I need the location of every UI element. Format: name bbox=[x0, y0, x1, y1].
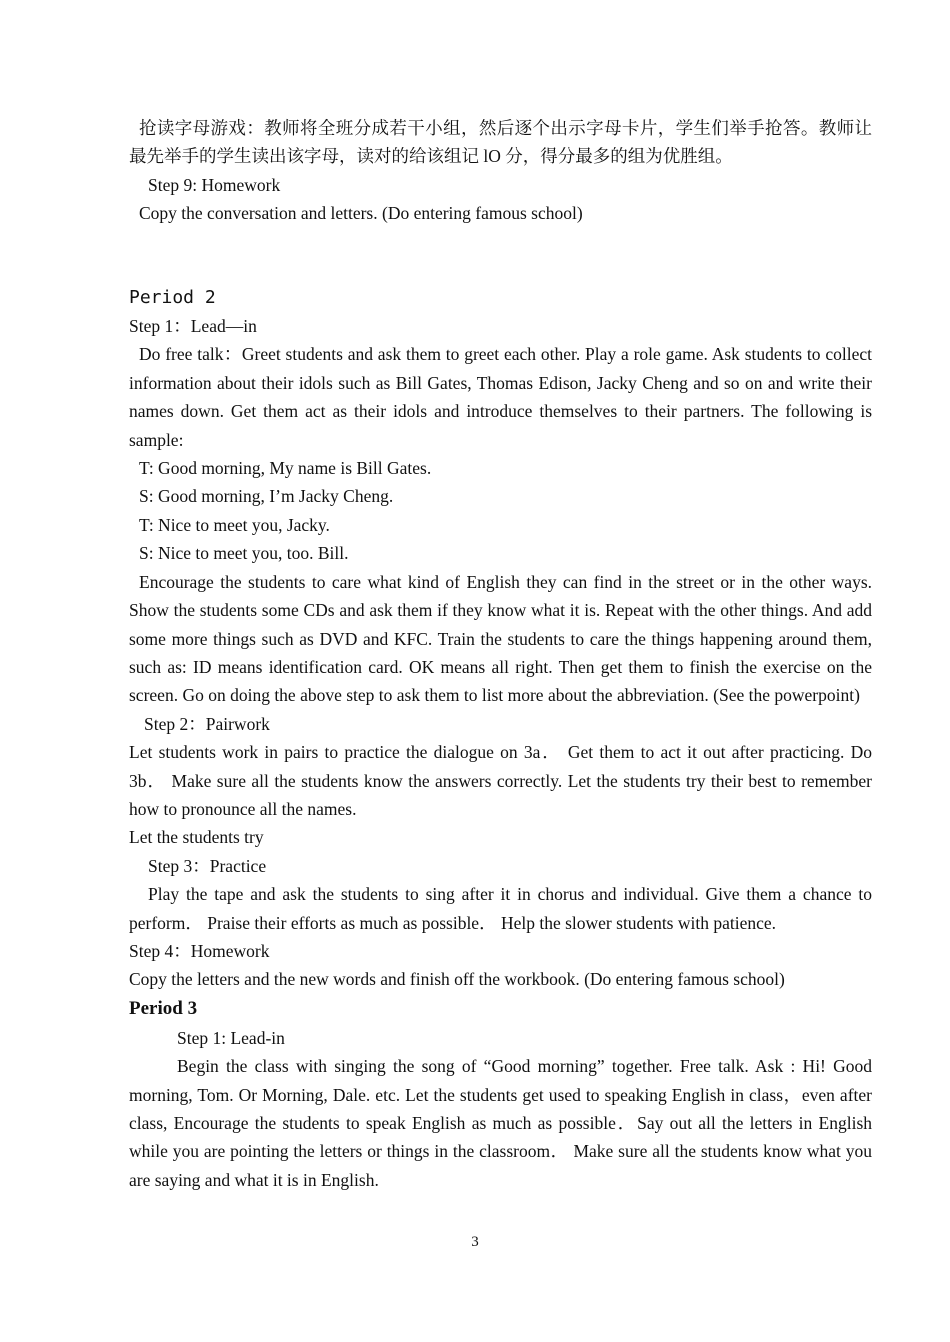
period2-step1-paragraph: Do free talk：Greet students and ask them to greet each other. Play a role game. Ask students to collect information about their idols such as Bill Gates, Thomas Edison, Jacky Cheng and so on and write their names down. Get them act as their idols and introduce themselves to their partners. The following is sample: bbox=[129, 344, 872, 450]
period3-step1-paragraph: Begin the class with singing the song of “Good morning” together. Free talk. Ask : Hi! Good morning, Tom. Or Morning, Dale. etc. Let the students get used to speaking English in class，even after class, Encourage the students to speak English as much as possible．Say out all the letters in English while you are pointing the letters or things in the classroom． Make sure all the students know what you are saying and what it is in English. bbox=[129, 1056, 872, 1190]
section-gap bbox=[129, 228, 872, 284]
encourage-paragraph: Encourage the students to care what kind of English they can find in the street or in the other ways. Show the students some CDs and ask them if they know what it is. Repeat with the other things. And add some more things such as DVD and KFC. Train the students to care the things happening around them, such as: ID means identification card. OK means all right. Then get them to finish the exercise on the screen. Go on doing the above step to ask them to list more about the abbreviation. (See the powerpoint) bbox=[129, 571, 872, 706]
period3-step1-heading: Step 1: Lead-in bbox=[177, 1027, 285, 1048]
step9-heading: Step 9: Homework bbox=[148, 174, 281, 195]
period2-step3-heading: Step 3：Practice bbox=[148, 855, 267, 876]
period3-title: Period 3 bbox=[129, 997, 198, 1019]
dialogue-line: T: Nice to meet you, Jacky. bbox=[139, 514, 330, 535]
document-page bbox=[129, 114, 872, 1194]
period2-step4-paragraph: Copy the letters and the new words and finish off the workbook. (Do entering famous school) bbox=[129, 969, 785, 990]
page-number: 3 bbox=[471, 1234, 479, 1250]
dialogue-line: S: Nice to meet you, too. Bill. bbox=[139, 543, 349, 564]
dialogue-line: S: Good morning, I’m Jacky Cheng. bbox=[139, 486, 394, 507]
period2-step2-heading: Step 2：Pairwork bbox=[144, 713, 270, 734]
step9-text: Copy the conversation and letters. (Do entering famous school) bbox=[139, 203, 583, 224]
period2-step3-paragraph: Play the tape and ask the students to sing after it in chorus and individual. Give them a chance to perform． Praise their efforts as much as possible． Help the slower students with patience. bbox=[129, 884, 872, 933]
period2-step2-extra: Let the students try bbox=[129, 827, 264, 848]
period2-title: Period 2 bbox=[129, 286, 216, 308]
period2-step2-paragraph: Let students work in pairs to practice the dialogue on 3a． Get them to act it out after practicing. Do 3b． Make sure all the students know the answers correctly. Let the students try their best to remember how to pronounce all the names. bbox=[129, 742, 872, 819]
letter-game-paragraph: 抢读字母游戏：教师将全班分成若干小组，然后逐个出示字母卡片，学生们举手抢答。教师让最先举手的学生读出该字母，读对的给该组记 lO 分，得分最多的组为优胜组。 bbox=[129, 118, 872, 167]
period2-step1-heading: Step 1：Lead—in bbox=[129, 316, 257, 337]
dialogue-line: T: Good morning, My name is Bill Gates. bbox=[139, 458, 432, 479]
period2-step4-heading: Step 4：Homework bbox=[129, 940, 270, 961]
